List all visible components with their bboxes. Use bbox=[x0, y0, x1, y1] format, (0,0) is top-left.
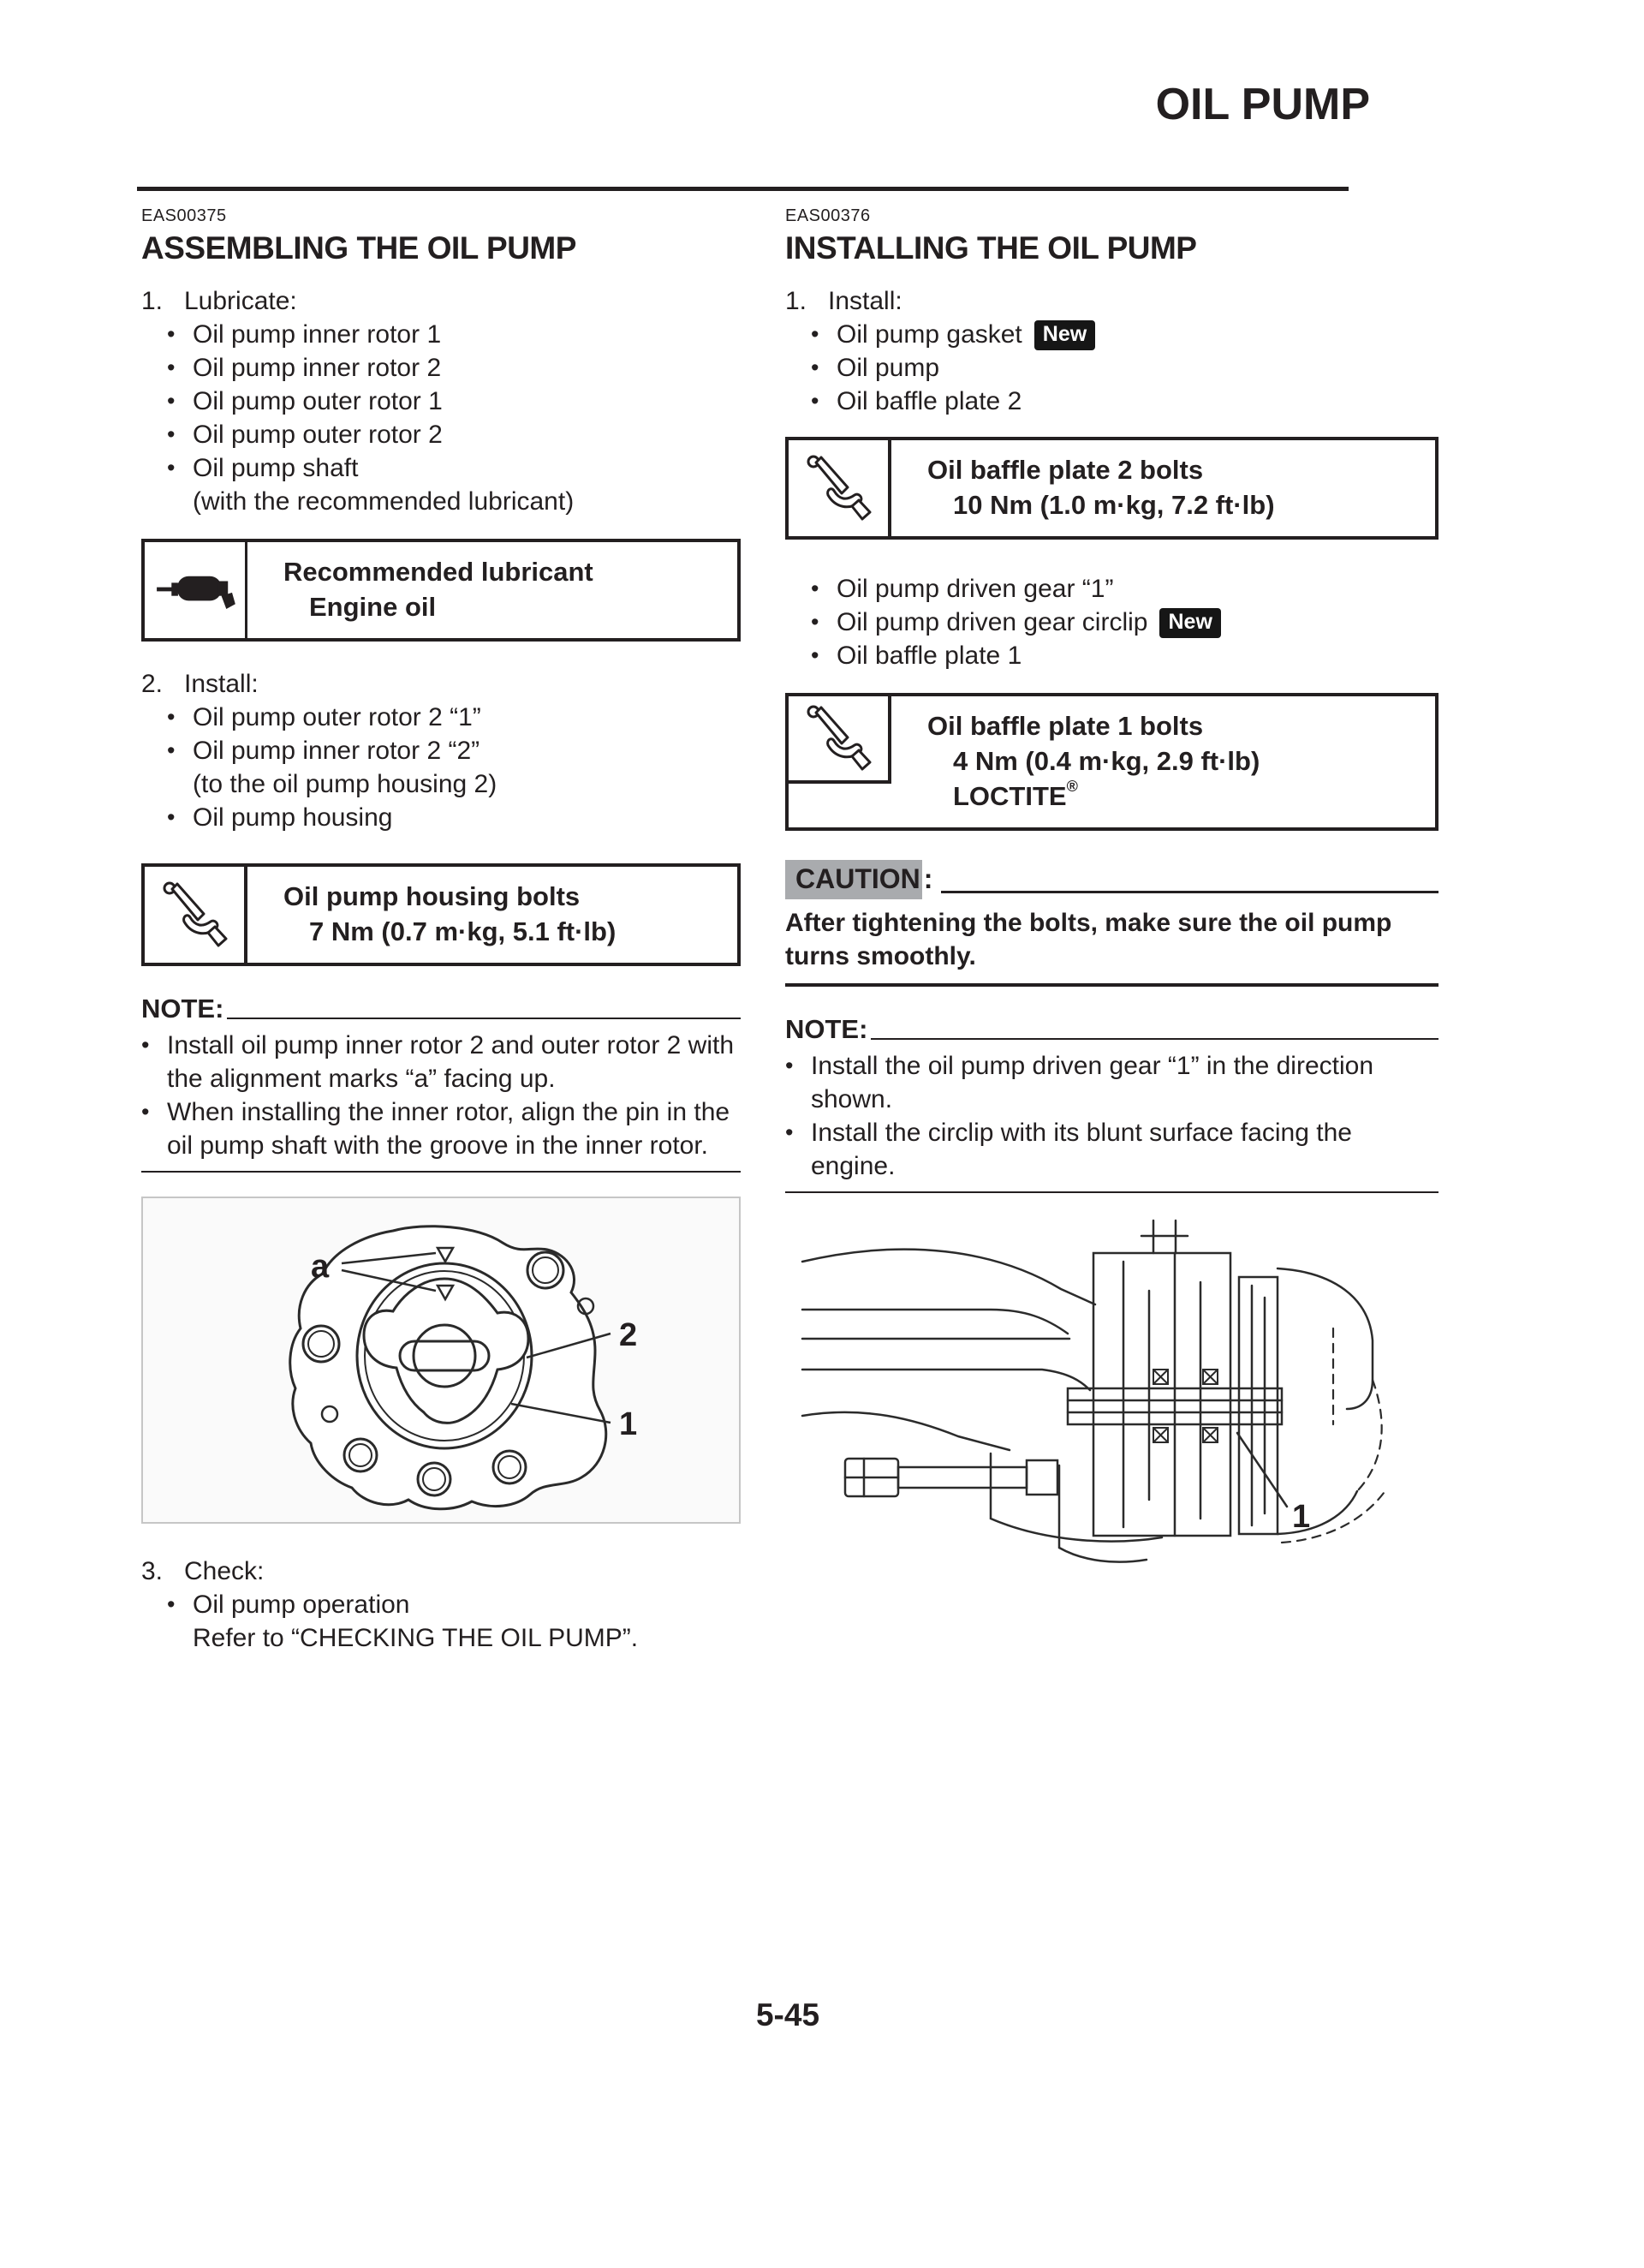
list-item-text: Oil pump outer rotor 1 bbox=[193, 387, 443, 415]
bullet-marker: • bbox=[811, 355, 819, 380]
list-item bbox=[167, 385, 741, 418]
bullet-marker: • bbox=[167, 321, 176, 347]
torque-wrench-icon bbox=[789, 440, 891, 536]
list-item-text: Oil pump driven gear “1” bbox=[837, 575, 1114, 603]
bullet-marker: • bbox=[811, 609, 819, 635]
lubricant-spec-box bbox=[141, 539, 741, 642]
note-label: NOTE: bbox=[141, 994, 224, 1024]
bullet-marker: • bbox=[811, 576, 819, 601]
torque-spec-box-baffle2 bbox=[785, 437, 1438, 540]
list-item bbox=[167, 734, 741, 767]
note-heading bbox=[785, 1012, 1438, 1046]
note-item bbox=[785, 1049, 1438, 1116]
step-check bbox=[141, 1555, 741, 1588]
left-column bbox=[141, 206, 741, 1655]
torque-spec-box-housing bbox=[141, 863, 741, 966]
list-item bbox=[811, 606, 1438, 639]
step-label: Lubricate: bbox=[184, 287, 297, 315]
list-item-text: Oil pump outer rotor 2 “1” bbox=[193, 703, 481, 731]
list-item-text: Oil baffle plate 2 bbox=[837, 387, 1022, 415]
step-number: 1. bbox=[785, 287, 807, 315]
list-item bbox=[167, 318, 741, 351]
bullet-marker: • bbox=[785, 1119, 794, 1145]
figure-label-2: 2 bbox=[619, 1317, 638, 1353]
list-item-text: Oil baffle plate 1 bbox=[837, 642, 1022, 670]
list-item bbox=[811, 639, 1438, 672]
list-item bbox=[811, 351, 1438, 385]
list-item-text: Oil pump inner rotor 1 bbox=[193, 320, 442, 349]
new-badge: New bbox=[1034, 320, 1095, 350]
list-item bbox=[167, 1588, 741, 1621]
torque-value: 10 Nm (1.0 m·kg, 7.2 ft·lb) bbox=[953, 490, 1275, 520]
note-item-text: Install oil pump inner rotor 2 and outer rotor 2 with the alignment marks “a” facing up. bbox=[167, 1031, 735, 1093]
figure-label-1: 1 bbox=[619, 1406, 638, 1442]
page-number: 5-45 bbox=[755, 1997, 820, 2032]
loctite-label: LOCTITE bbox=[953, 781, 1067, 811]
bullet-marker: • bbox=[167, 737, 176, 763]
bullet-marker: • bbox=[167, 1591, 176, 1617]
bullet-marker: • bbox=[167, 388, 176, 414]
list-item bbox=[167, 701, 741, 734]
list-item-text: Oil pump outer rotor 2 bbox=[193, 421, 443, 449]
step-number: 3. bbox=[141, 1557, 164, 1585]
list-item-note: (to the oil pump housing 2) bbox=[193, 770, 497, 798]
caution-heading bbox=[785, 860, 1438, 899]
oil-pump-cross-section-figure bbox=[785, 1209, 1438, 1585]
lubricant-spec-text bbox=[247, 542, 737, 638]
note-rule bbox=[227, 1018, 741, 1019]
list-item bbox=[167, 451, 741, 485]
torque-part: Oil baffle plate 1 bolts bbox=[927, 711, 1204, 741]
list-item-text: Oil pump inner rotor 2 bbox=[193, 354, 442, 382]
list-item-label: Oil pump driven gear circlip bbox=[837, 608, 1148, 636]
figure-label-1: 1 bbox=[1292, 1499, 1311, 1535]
figure-label-a: a bbox=[311, 1249, 330, 1285]
caution-text: After tightening the bolts, make sure the oil pump turns smoothly. bbox=[785, 909, 1392, 970]
list-item-text bbox=[837, 318, 1438, 351]
torque-value: 4 Nm (0.4 m·kg, 2.9 ft·lb) bbox=[953, 746, 1260, 776]
section-code: EAS00375 bbox=[141, 206, 227, 225]
note-item-text: When installing the inner rotor, align the pin in the oil pump shaft with the groove in the inner rotor. bbox=[167, 1098, 730, 1160]
bullet-marker: • bbox=[167, 804, 176, 830]
bullet-marker: • bbox=[141, 1032, 150, 1058]
bullet-marker: • bbox=[167, 355, 176, 380]
note-item bbox=[141, 1095, 741, 1162]
lubricant-value: Engine oil bbox=[309, 592, 437, 622]
torque-spec-box-baffle1 bbox=[785, 693, 1438, 831]
caution-label: CAUTION bbox=[785, 860, 922, 899]
note-item-text: Install the circlip with its blunt surface facing the engine. bbox=[811, 1119, 1352, 1180]
list-item-note: (with the recommended lubricant) bbox=[193, 487, 575, 516]
section-code: EAS00376 bbox=[785, 206, 871, 225]
bullet-marker: • bbox=[167, 704, 176, 730]
page-title: OIL PUMP bbox=[1155, 80, 1370, 129]
list-item-text: Oil pump housing bbox=[193, 803, 393, 832]
list-item bbox=[167, 801, 741, 834]
torque-wrench-icon bbox=[145, 867, 247, 963]
torque-part: Oil pump housing bolts bbox=[283, 881, 581, 911]
step-label: Install: bbox=[184, 670, 259, 698]
oil-gun-icon bbox=[145, 542, 247, 638]
section-heading-installing: INSTALLING THE OIL PUMP bbox=[785, 230, 1197, 266]
list-item-text bbox=[837, 606, 1438, 639]
list-item bbox=[811, 572, 1438, 606]
header-rule bbox=[137, 187, 1349, 191]
bullet-marker: • bbox=[811, 642, 819, 668]
step-label: Check: bbox=[184, 1557, 265, 1585]
note-item bbox=[141, 1029, 741, 1095]
step-number: 2. bbox=[141, 670, 164, 698]
registered-mark: ® bbox=[1066, 778, 1078, 795]
bullet-marker: • bbox=[141, 1099, 150, 1125]
list-item-label: Oil pump gasket bbox=[837, 320, 1022, 349]
list-item bbox=[167, 351, 741, 385]
list-item-text: Oil pump operation bbox=[193, 1591, 410, 1619]
refer-line: Refer to “CHECKING THE OIL PUMP”. bbox=[193, 1624, 639, 1652]
bullet-marker: • bbox=[811, 321, 819, 347]
section-heading-assembling: ASSEMBLING THE OIL PUMP bbox=[141, 230, 576, 266]
torque-wrench-icon bbox=[789, 696, 891, 784]
list-item bbox=[811, 318, 1438, 351]
step-install bbox=[141, 667, 741, 701]
bullet-marker: • bbox=[785, 1053, 794, 1078]
step-lubricate bbox=[141, 284, 741, 318]
list-item bbox=[811, 385, 1438, 418]
list-item-text: Oil pump shaft bbox=[193, 454, 359, 482]
note-heading bbox=[141, 992, 741, 1025]
torque-part: Oil baffle plate 2 bolts bbox=[927, 455, 1204, 485]
torque-value: 7 Nm (0.7 m·kg, 5.1 ft·lb) bbox=[309, 916, 616, 946]
list-item-text: Oil pump bbox=[837, 354, 940, 382]
caution-closing-rule bbox=[785, 983, 1438, 987]
note-label: NOTE: bbox=[785, 1014, 868, 1044]
new-badge: New bbox=[1159, 608, 1220, 638]
caution-rule bbox=[941, 891, 1438, 893]
torque-spec-text bbox=[891, 696, 1435, 827]
step-label: Install: bbox=[828, 287, 902, 315]
oil-pump-rotor-figure bbox=[141, 1197, 741, 1524]
bullet-marker: • bbox=[811, 388, 819, 414]
note-item bbox=[785, 1116, 1438, 1183]
note-closing-rule bbox=[785, 1191, 1438, 1193]
torque-loctite bbox=[927, 779, 1420, 814]
step-install bbox=[785, 284, 1438, 318]
step-number: 1. bbox=[141, 287, 164, 315]
bullet-marker: • bbox=[167, 421, 176, 447]
torque-spec-text bbox=[247, 867, 737, 963]
torque-spec-text bbox=[891, 440, 1435, 536]
note-item-text: Install the oil pump driven gear “1” in the direction shown. bbox=[811, 1052, 1374, 1113]
bullet-marker: • bbox=[167, 455, 176, 480]
right-column bbox=[785, 206, 1438, 1585]
list-item bbox=[167, 418, 741, 451]
note-rule bbox=[871, 1038, 1438, 1040]
note-closing-rule bbox=[141, 1171, 741, 1173]
lubricant-title: Recommended lubricant bbox=[283, 557, 593, 587]
list-item-text: Oil pump inner rotor 2 “2” bbox=[193, 737, 480, 765]
caution-colon: : bbox=[923, 863, 933, 894]
